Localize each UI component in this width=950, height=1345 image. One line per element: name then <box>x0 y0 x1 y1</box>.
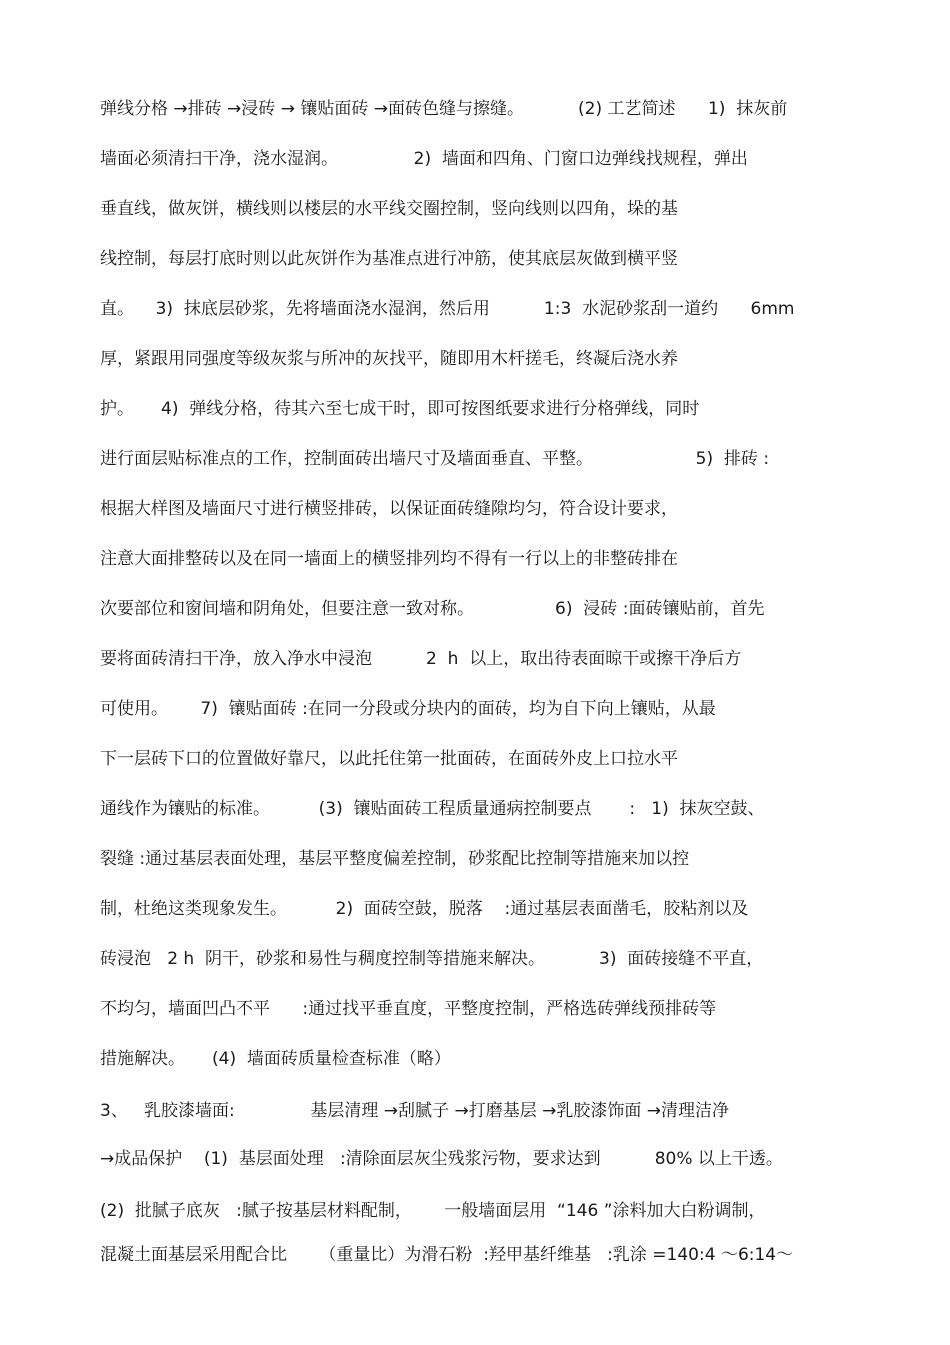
text-line: 墙面必须清扫干净，浇水湿润。 2) 墙面和四角、门窗口边弹线找规程，弹出 <box>100 149 748 169</box>
text-line: 通线作为镶贴的标准。 (3) 镶贴面砖工程质量通病控制要点 : 1) 抹灰空鼓、 <box>100 799 765 819</box>
text-line: 不均匀，墙面凹凸不平 :通过找平垂直度，平整度控制，严格选砖弹线预排砖等 <box>100 999 717 1019</box>
text-line: 制，杜绝这类现象发生。 2) 面砖空鼓，脱落 :通过基层表面凿毛，胶粘剂以及 <box>100 899 749 919</box>
text-line: 根据大样图及墙面尺寸进行横竖排砖，以保证面砖缝隙均匀，符合设计要求， <box>100 499 678 519</box>
text-line: 可使用。 7) 镶贴面砖 :在同一分段或分块内的面砖，均为自下向上镶贴，从最 <box>100 699 716 719</box>
text-line: 进行面层贴标准点的工作，控制面砖出墙尺寸及墙面垂直、平整。 5) 排砖 : <box>100 449 770 469</box>
text-line: 下一层砖下口的位置做好靠尺，以此托住第一批面砖，在面砖外皮上口拉水平 <box>100 749 678 769</box>
text-line: 注意大面排整砖以及在同一墙面上的横竖排列均不得有一行以上的非整砖排在 <box>100 549 678 569</box>
text-line: 垂直线，做灰饼，横线则以楼层的水平线交圈控制，竖向线则以四角，垛的基 <box>100 199 678 219</box>
text-line: 措施解决。 (4) 墙面砖质量检查标准（略） <box>100 1049 451 1069</box>
text-line: 裂缝 :通过基层表面处理，基层平整度偏差控制，砂浆配比控制等措施来加以控 <box>100 849 690 869</box>
text-line: (2) 批腻子底灰 :腻子按基层材料配制， 一般墙面层用 “146 ”涂料加大白粉调制， <box>100 1201 766 1221</box>
text-line: 护。 4) 弹线分格，待其六至七成干时，即可按图纸要求进行分格弹线，同时 <box>100 399 700 419</box>
text-line: 要将面砖清扫干净，放入净水中浸泡 2 h 以上，取出待表面晾干或擦干净后方 <box>100 649 742 669</box>
text-line: 混凝土面基层采用配合比 （重量比）为滑石粉 :羟甲基纤维基 :乳涂 =140:4 ～6:14～ <box>100 1245 794 1265</box>
text-line: 砖浸泡 2 h 阴干，砂浆和易性与稠度控制等措施来解决。 3) 面砖接缝不平直， <box>100 949 764 969</box>
text-line: 厚，紧跟用同强度等级灰浆与所冲的灰找平，随即用木杆搓毛，终凝后浇水养 <box>100 349 678 369</box>
text-line: 线控制，每层打底时则以此灰饼作为基准点进行冲筋，使其底层灰做到横平竖 <box>100 249 678 269</box>
text-line: 直。 3) 抹底层砂浆，先将墙面浇水湿润，然后用 1:3 水泥砂浆刮一道约 6mm <box>100 299 795 319</box>
text-line: 3、 乳胶漆墙面: 基层清理 →刮腻子 →打磨基层 →乳胶漆饰面 →清理洁净 <box>100 1101 729 1121</box>
text-line: 弹线分格 →排砖 →浸砖 → 镶贴面砖 →面砖色缝与擦缝。 (2) 工艺简述 1) 抹灰前 <box>100 99 788 119</box>
text-line: →成品保护 (1) 基层面处理 :清除面层灰尘残浆污物，要求达到 80% 以上干透。 <box>100 1149 783 1169</box>
text-line: 次要部位和窗间墙和阴角处，但要注意一致对称。 6) 浸砖 :面砖镶贴前，首先 <box>100 599 765 619</box>
